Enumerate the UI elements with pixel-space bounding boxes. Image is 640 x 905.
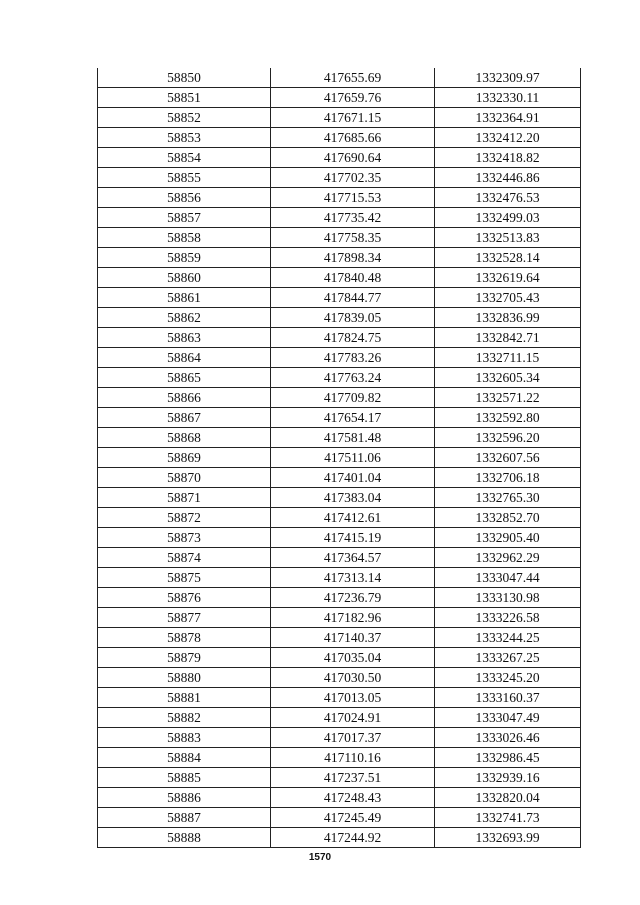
table-row <box>98 428 581 448</box>
point-id-cell: 58872 <box>98 508 271 528</box>
y-coordinate-cell: 1333130.98 <box>435 588 581 608</box>
x-coordinate-cell: 417244.92 <box>271 828 435 848</box>
x-coordinate-cell: 417182.96 <box>271 608 435 628</box>
point-id-cell: 58876 <box>98 588 271 608</box>
x-coordinate-cell: 417313.14 <box>271 568 435 588</box>
table-row <box>98 748 581 768</box>
table-row <box>98 668 581 688</box>
x-coordinate-cell: 417024.91 <box>271 708 435 728</box>
point-id-cell: 58864 <box>98 348 271 368</box>
point-id-cell: 58856 <box>98 188 271 208</box>
x-coordinate-cell: 417735.42 <box>271 208 435 228</box>
table-row <box>98 488 581 508</box>
x-coordinate-cell: 417245.49 <box>271 808 435 828</box>
table-row <box>98 768 581 788</box>
table-row <box>98 408 581 428</box>
x-coordinate-cell: 417702.35 <box>271 168 435 188</box>
y-coordinate-cell: 1332820.04 <box>435 788 581 808</box>
y-coordinate-cell: 1332364.91 <box>435 108 581 128</box>
point-id-cell: 58870 <box>98 468 271 488</box>
y-coordinate-cell: 1332852.70 <box>435 508 581 528</box>
table-row <box>98 248 581 268</box>
y-coordinate-cell: 1333226.58 <box>435 608 581 628</box>
y-coordinate-cell: 1333047.44 <box>435 568 581 588</box>
table-row <box>98 528 581 548</box>
point-id-cell: 58862 <box>98 308 271 328</box>
x-coordinate-cell: 417415.19 <box>271 528 435 548</box>
table-row <box>98 468 581 488</box>
table-row <box>98 288 581 308</box>
y-coordinate-cell: 1333244.25 <box>435 628 581 648</box>
y-coordinate-cell: 1332705.43 <box>435 288 581 308</box>
table-row <box>98 728 581 748</box>
table-row <box>98 508 581 528</box>
y-coordinate-cell: 1332446.86 <box>435 168 581 188</box>
point-id-cell: 58857 <box>98 208 271 228</box>
x-coordinate-cell: 417671.15 <box>271 108 435 128</box>
table-row <box>98 608 581 628</box>
table-row <box>98 228 581 248</box>
point-id-cell: 58859 <box>98 248 271 268</box>
point-id-cell: 58879 <box>98 648 271 668</box>
table-row <box>98 368 581 388</box>
x-coordinate-cell: 417685.66 <box>271 128 435 148</box>
point-id-cell: 58881 <box>98 688 271 708</box>
point-id-cell: 58855 <box>98 168 271 188</box>
table-row <box>98 448 581 468</box>
point-id-cell: 58860 <box>98 268 271 288</box>
table-row <box>98 388 581 408</box>
x-coordinate-cell: 417401.04 <box>271 468 435 488</box>
y-coordinate-cell: 1333267.25 <box>435 648 581 668</box>
point-id-cell: 58863 <box>98 328 271 348</box>
table-row <box>98 788 581 808</box>
x-coordinate-cell: 417030.50 <box>271 668 435 688</box>
y-coordinate-cell: 1332836.99 <box>435 308 581 328</box>
table-row <box>98 128 581 148</box>
point-id-cell: 58884 <box>98 748 271 768</box>
y-coordinate-cell: 1332607.56 <box>435 448 581 468</box>
y-coordinate-cell: 1332571.22 <box>435 388 581 408</box>
x-coordinate-cell: 417412.61 <box>271 508 435 528</box>
point-id-cell: 58867 <box>98 408 271 428</box>
x-coordinate-cell: 417013.05 <box>271 688 435 708</box>
x-coordinate-cell: 417824.75 <box>271 328 435 348</box>
x-coordinate-cell: 417511.06 <box>271 448 435 468</box>
x-coordinate-cell: 417844.77 <box>271 288 435 308</box>
point-id-cell: 58868 <box>98 428 271 448</box>
table-row <box>98 308 581 328</box>
point-id-cell: 58883 <box>98 728 271 748</box>
table-row <box>98 628 581 648</box>
table-row <box>98 588 581 608</box>
y-coordinate-cell: 1332330.11 <box>435 88 581 108</box>
coordinates-table <box>97 68 581 848</box>
point-id-cell: 58873 <box>98 528 271 548</box>
x-coordinate-cell: 417017.37 <box>271 728 435 748</box>
point-id-cell: 58875 <box>98 568 271 588</box>
coordinates-table-body <box>98 68 581 848</box>
y-coordinate-cell: 1332528.14 <box>435 248 581 268</box>
point-id-cell: 58850 <box>98 68 271 88</box>
y-coordinate-cell: 1333245.20 <box>435 668 581 688</box>
x-coordinate-cell: 417110.16 <box>271 748 435 768</box>
y-coordinate-cell: 1332619.64 <box>435 268 581 288</box>
table-row <box>98 168 581 188</box>
table-row <box>98 328 581 348</box>
table-row <box>98 188 581 208</box>
x-coordinate-cell: 417783.26 <box>271 348 435 368</box>
point-id-cell: 58854 <box>98 148 271 168</box>
y-coordinate-cell: 1332499.03 <box>435 208 581 228</box>
table-row <box>98 148 581 168</box>
point-id-cell: 58874 <box>98 548 271 568</box>
x-coordinate-cell: 417035.04 <box>271 648 435 668</box>
y-coordinate-cell: 1332962.29 <box>435 548 581 568</box>
x-coordinate-cell: 417383.04 <box>271 488 435 508</box>
point-id-cell: 58871 <box>98 488 271 508</box>
y-coordinate-cell: 1332513.83 <box>435 228 581 248</box>
point-id-cell: 58877 <box>98 608 271 628</box>
point-id-cell: 58866 <box>98 388 271 408</box>
y-coordinate-cell: 1332309.97 <box>435 68 581 88</box>
y-coordinate-cell: 1332711.15 <box>435 348 581 368</box>
y-coordinate-cell: 1332741.73 <box>435 808 581 828</box>
y-coordinate-cell: 1332693.99 <box>435 828 581 848</box>
x-coordinate-cell: 417654.17 <box>271 408 435 428</box>
y-coordinate-cell: 1333026.46 <box>435 728 581 748</box>
x-coordinate-cell: 417364.57 <box>271 548 435 568</box>
x-coordinate-cell: 417709.82 <box>271 388 435 408</box>
x-coordinate-cell: 417236.79 <box>271 588 435 608</box>
x-coordinate-cell: 417840.48 <box>271 268 435 288</box>
x-coordinate-cell: 417140.37 <box>271 628 435 648</box>
y-coordinate-cell: 1332418.82 <box>435 148 581 168</box>
y-coordinate-cell: 1332412.20 <box>435 128 581 148</box>
x-coordinate-cell: 417581.48 <box>271 428 435 448</box>
x-coordinate-cell: 417763.24 <box>271 368 435 388</box>
y-coordinate-cell: 1332765.30 <box>435 488 581 508</box>
point-id-cell: 58869 <box>98 448 271 468</box>
page-number: 1570 <box>308 852 332 863</box>
y-coordinate-cell: 1332596.20 <box>435 428 581 448</box>
x-coordinate-cell: 417715.53 <box>271 188 435 208</box>
table-row <box>98 348 581 368</box>
point-id-cell: 58865 <box>98 368 271 388</box>
x-coordinate-cell: 417655.69 <box>271 68 435 88</box>
table-row <box>98 108 581 128</box>
table-row <box>98 568 581 588</box>
y-coordinate-cell: 1332939.16 <box>435 768 581 788</box>
y-coordinate-cell: 1333047.49 <box>435 708 581 728</box>
y-coordinate-cell: 1332986.45 <box>435 748 581 768</box>
x-coordinate-cell: 417690.64 <box>271 148 435 168</box>
point-id-cell: 58882 <box>98 708 271 728</box>
x-coordinate-cell: 417659.76 <box>271 88 435 108</box>
table-row <box>98 68 581 88</box>
table-row <box>98 648 581 668</box>
x-coordinate-cell: 417758.35 <box>271 228 435 248</box>
point-id-cell: 58853 <box>98 128 271 148</box>
x-coordinate-cell: 417237.51 <box>271 768 435 788</box>
point-id-cell: 58888 <box>98 828 271 848</box>
table-row <box>98 208 581 228</box>
x-coordinate-cell: 417898.34 <box>271 248 435 268</box>
point-id-cell: 58861 <box>98 288 271 308</box>
y-coordinate-cell: 1332592.80 <box>435 408 581 428</box>
point-id-cell: 58878 <box>98 628 271 648</box>
y-coordinate-cell: 1332842.71 <box>435 328 581 348</box>
table-row <box>98 828 581 848</box>
table-row <box>98 268 581 288</box>
y-coordinate-cell: 1332605.34 <box>435 368 581 388</box>
y-coordinate-cell: 1332476.53 <box>435 188 581 208</box>
point-id-cell: 58887 <box>98 808 271 828</box>
x-coordinate-cell: 417248.43 <box>271 788 435 808</box>
table-row <box>98 688 581 708</box>
point-id-cell: 58852 <box>98 108 271 128</box>
point-id-cell: 58880 <box>98 668 271 688</box>
y-coordinate-cell: 1332706.18 <box>435 468 581 488</box>
table-row <box>98 808 581 828</box>
point-id-cell: 58886 <box>98 788 271 808</box>
point-id-cell: 58851 <box>98 88 271 108</box>
y-coordinate-cell: 1333160.37 <box>435 688 581 708</box>
point-id-cell: 58858 <box>98 228 271 248</box>
y-coordinate-cell: 1332905.40 <box>435 528 581 548</box>
table-row <box>98 708 581 728</box>
x-coordinate-cell: 417839.05 <box>271 308 435 328</box>
table-row <box>98 88 581 108</box>
table-row <box>98 548 581 568</box>
point-id-cell: 58885 <box>98 768 271 788</box>
